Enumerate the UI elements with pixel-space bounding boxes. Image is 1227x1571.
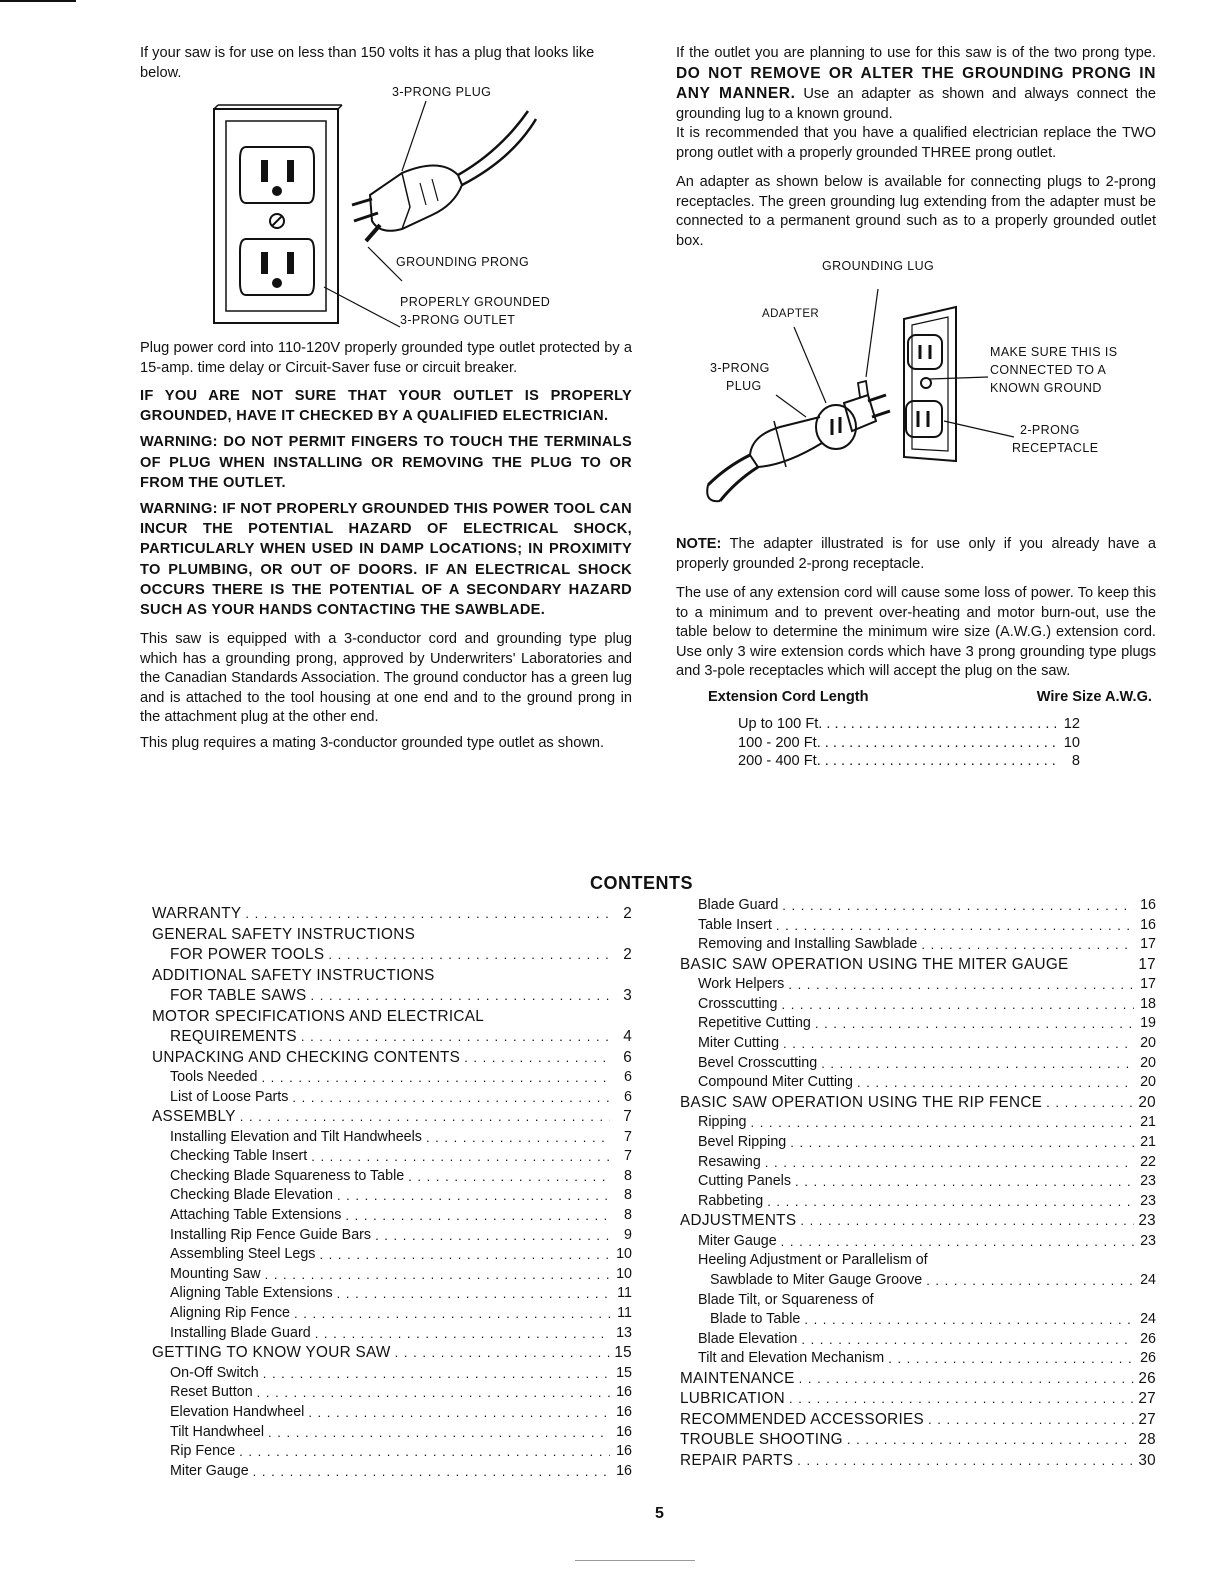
toc-entry-title: Table Insert [698, 916, 772, 933]
toc-entry [680, 1093, 1156, 1114]
table-row [738, 734, 1080, 753]
toc-entry [680, 1153, 1156, 1173]
label-adapter: ADAPTER [762, 308, 820, 320]
toc-entry-page: 23 [1140, 1192, 1156, 1209]
toc-entry-page: 17 [1140, 936, 1156, 953]
toc-entry-title: BASIC SAW OPERATION USING THE MITER GAUGE [680, 955, 1069, 973]
toc-entry-page: 16 [1140, 897, 1156, 913]
toc-entry [152, 1147, 632, 1167]
toc-entry-title: Resawing [698, 1153, 761, 1170]
toc-entry [680, 1133, 1156, 1153]
toc-entry [152, 1007, 632, 1028]
toc-entry [152, 1048, 632, 1069]
toc-entry-title: FOR POWER TOOLS [170, 946, 325, 963]
toc-entry [680, 1410, 1156, 1431]
toc-entry-title: Checking Table Insert [170, 1148, 308, 1165]
toc-entry-page: 17 [1140, 976, 1156, 993]
toc-entry-page: 4 [623, 1028, 632, 1045]
toc-entry-title: Rip Fence [170, 1443, 236, 1460]
toc-entry [680, 916, 1156, 936]
toc-entry [152, 1027, 632, 1048]
label-make-sure-2: CONNECTED TO A [990, 363, 1107, 377]
toc-entry-title: Installing Rip Fence Guide Bars [170, 1226, 372, 1243]
toc-entry-title: Miter Gauge [170, 1462, 249, 1479]
toc-right-column [680, 896, 1156, 1471]
page-number: 5 [655, 1505, 664, 1522]
note-text [676, 535, 1156, 574]
toc-entry-title: Mounting Saw [170, 1265, 261, 1282]
toc-entry-page: 7 [624, 1148, 632, 1165]
toc-entry-title: Checking Blade Elevation [170, 1187, 333, 1204]
toc-entry-page: 19 [1140, 1015, 1156, 1032]
label-grounded-outlet-2: 3-PRONG OUTLET [400, 313, 516, 327]
toc-entry-page: 18 [1140, 995, 1156, 1012]
toc-entry-page: 17 [1138, 955, 1156, 973]
toc-entry [152, 1128, 632, 1148]
equipped-text: This saw is equipped with a 3-conductor cord and grounding type plug which has a grounding prong, approved by Underwriters' Laboratories and the Canadian Standards Association. The ground conductor has a green lug and is attached to the tool housing at one end and to the ground prong in the attachment plug at the other end. [140, 631, 632, 726]
row-length: Up to 100 Ft. [738, 716, 823, 732]
toc-entry-page: 28 [1138, 1431, 1156, 1449]
toc-entry [680, 1172, 1156, 1192]
terminals-warning: WARNING: DO NOT PERMIT FINGERS TO TOUCH THE TERMINALS OF PLUG WHEN INSTALLING OR REMOVING THE PLUG TO OR FROM THE OUTLET. [140, 434, 632, 491]
toc-entry-page: 16 [1140, 916, 1156, 933]
toc-entry-page: 30 [1138, 1451, 1156, 1469]
toc-entry-page: 8 [624, 1207, 632, 1224]
toc-entry [152, 1304, 632, 1324]
extension-cord-table [676, 688, 1156, 771]
toc-entry-page: 16 [616, 1443, 632, 1460]
outlet-plug-illustration [140, 87, 630, 333]
toc-entry [152, 1206, 632, 1226]
toc-entry-page: 7 [623, 1108, 632, 1126]
toc-entry-page: 23 [1138, 1212, 1156, 1230]
toc-entry [152, 1107, 632, 1128]
extension-cord-text: The use of any extension cord will cause some loss of power. To keep this to a minimum and to prevent over-heating and motor burn-out, use the table below to determine the minimum wire size (A.W.G.) extension cord. Use only 3 wire extension cords which have 3 prong grounding type plugs and 3-pole receptacles which will accept the plug on the saw. [676, 585, 1156, 679]
toc-entry-page: 21 [1140, 1133, 1156, 1150]
toc-entry-title: Reset Button [170, 1384, 253, 1401]
toc-entry [680, 1369, 1156, 1390]
toc-entry-page: 24 [1140, 1272, 1156, 1288]
toc-entry-title: Sawblade to Miter Gauge Groove [710, 1272, 923, 1288]
toc-entry [152, 904, 632, 925]
label-3-prong-plug: 3-PRONG PLUG [392, 85, 492, 99]
note-label: NOTE: [676, 536, 722, 552]
two-prong-text: If the outlet you are planning to use for this saw is of the two prong type. DO NOT REMOVE OR ALTER THE GROUNDING PRONG IN ANY MANNER. Use an adapter as shown and always connect the grounding lug to a known ground. [676, 45, 1156, 122]
toc-entry [680, 975, 1156, 995]
intro-text: If your saw is for use on less than 150 volts it has a plug that looks like below. [140, 45, 595, 81]
toc-entry-page: 27 [1138, 1410, 1156, 1428]
toc-entry [152, 1226, 632, 1246]
toc-entry [680, 1054, 1156, 1074]
toc-entry [152, 1167, 632, 1187]
toc-entry-page: 10 [616, 1246, 632, 1263]
toc-entry-page: 8 [624, 1167, 632, 1184]
toc-entry-page: 16 [616, 1423, 632, 1440]
toc-entry [152, 1343, 632, 1364]
row-length: 100 - 200 Ft. [738, 734, 821, 751]
bottom-rule [575, 1560, 695, 1561]
label-make-sure-3: KNOWN GROUND [990, 381, 1102, 395]
toc-entry [680, 1211, 1156, 1232]
row-size: 12 [1063, 716, 1080, 732]
toc-entry-title: TROUBLE SHOOTING [680, 1431, 843, 1449]
toc-entry-page: 24 [1140, 1311, 1156, 1328]
toc-entry-title: MAINTENANCE [680, 1369, 795, 1387]
toc-entry-title: Cutting Panels [698, 1173, 791, 1190]
toc-entry-page: 15 [616, 1364, 632, 1381]
toc-entry-title: Heeling Adjustment or Parallelism of [698, 1252, 928, 1269]
toc-entry [680, 995, 1156, 1015]
toc-entry-page: 11 [617, 1305, 632, 1322]
toc-entry [152, 1265, 632, 1285]
contents-title: CONTENTS [590, 873, 693, 893]
toc-entry-title: Checking Blade Squareness to Table [170, 1167, 405, 1184]
toc-entry [152, 986, 632, 1007]
toc-entry [680, 1291, 1156, 1311]
toc-entry-page: 16 [616, 1403, 632, 1420]
toc-entry-page: 15 [614, 1344, 632, 1362]
toc-entry-page: 22 [1140, 1153, 1156, 1170]
toc-entry-page: 26 [1138, 1369, 1156, 1387]
toc-entry [680, 1389, 1156, 1410]
row-size: 10 [1063, 734, 1080, 751]
label-3-prong-1: 3-PRONG [710, 361, 770, 375]
toc-entry [680, 1310, 1156, 1330]
toc-entry-title: GENERAL SAFETY INSTRUCTIONS [152, 925, 416, 943]
toc-entry-title: Elevation Handwheel [170, 1403, 305, 1420]
toc-entry [152, 1383, 632, 1403]
corner-rule [0, 0, 76, 2]
toc-entry-title: ADJUSTMENTS [680, 1212, 797, 1230]
right-column [676, 44, 1156, 771]
header-wire-size: Wire Size A.W.G. [1036, 688, 1152, 705]
toc-entry-title: REPAIR PARTS [680, 1451, 794, 1469]
label-grounded-outlet-1: PROPERLY GROUNDED [400, 295, 551, 309]
adapter-text: An adapter as shown below is available for connecting plugs to 2-prong receptacles. The green grounding lug extending from the adapter must be connected to a permanent ground such as to a properly grounded outlet box. [676, 174, 1156, 249]
toc-entry-page: 16 [616, 1384, 632, 1401]
toc-entry-title: REQUIREMENTS [170, 1028, 297, 1045]
toc-entry-title: Miter Gauge [698, 1232, 777, 1249]
extension-table-header [676, 688, 1156, 708]
toc-entry [152, 945, 632, 966]
toc-entry-title: Tools Needed [170, 1069, 258, 1085]
toc-entry-title: FOR TABLE SAWS [170, 987, 307, 1004]
toc-entry-page: 27 [1138, 1390, 1156, 1408]
recommended-text: It is recommended that you have a qualified electrician replace the TWO prong outlet with a properly grounded THREE prong outlet. [676, 125, 1156, 161]
toc-entry-title: UNPACKING AND CHECKING CONTENTS [152, 1048, 461, 1066]
toc-entry [680, 1349, 1156, 1369]
toc-entry-title: Tilt and Elevation Mechanism [698, 1350, 885, 1367]
toc-entry-title: GETTING TO KNOW YOUR SAW [152, 1344, 391, 1362]
toc-entry-title: Blade Tilt, or Squareness of [698, 1291, 874, 1308]
toc-entry [152, 1364, 632, 1384]
toc-entry-page: 20 [1140, 1074, 1156, 1091]
toc-entry-page: 2 [623, 905, 632, 922]
toc-entry-page: 26 [1140, 1350, 1156, 1367]
toc-entry [680, 1232, 1156, 1252]
toc-entry [680, 1113, 1156, 1133]
toc-entry-page: 23 [1140, 1173, 1156, 1190]
toc-entry [152, 1088, 632, 1108]
table-row [738, 752, 1080, 771]
toc-entry-title: RECOMMENDED ACCESSORIES [680, 1410, 925, 1428]
row-size: 8 [1071, 753, 1080, 769]
toc-entry [152, 1423, 632, 1443]
toc-entry-page: 26 [1140, 1330, 1156, 1347]
toc-entry [680, 1073, 1156, 1093]
toc-entry-title: Removing and Installing Sawblade [698, 936, 918, 953]
label-grounding-prong: GROUNDING PRONG [396, 255, 530, 269]
header-cord-length: Extension Cord Length [708, 688, 869, 705]
toc-entry-title: List of Loose Parts [170, 1088, 289, 1105]
toc-entry [680, 1192, 1156, 1212]
adapter-figure [676, 259, 1156, 533]
toc-entry-page: 20 [1140, 1054, 1156, 1071]
toc-entry [680, 1451, 1156, 1472]
toc-entry-title: Blade to Table [710, 1311, 801, 1328]
toc-entry-title: LUBRICATION [680, 1390, 786, 1408]
toc-entry [152, 925, 632, 946]
toc-entry-page: 20 [1138, 1093, 1156, 1111]
table-row [738, 715, 1080, 734]
toc-entry [680, 1251, 1156, 1271]
toc-entry-title: Ripping [698, 1114, 747, 1131]
toc-entry-page: 9 [624, 1226, 632, 1243]
label-3-prong-2: PLUG [726, 379, 762, 393]
toc-entry [680, 935, 1156, 955]
two-prong-lead: If the outlet you are planning to use for this saw is of the two prong type [676, 45, 1152, 61]
toc-entry-page: 6 [624, 1088, 632, 1105]
toc-entry-title: Crosscutting [698, 995, 778, 1012]
toc-entry [680, 1014, 1156, 1034]
mating-text: This plug requires a mating 3-conductor grounded type outlet as shown. [140, 734, 605, 751]
toc-entry-title: Work Helpers [698, 976, 785, 993]
toc-entry-title: Bevel Ripping [698, 1133, 787, 1150]
toc-entry [680, 955, 1156, 976]
toc-entry-title: Attaching Table Extensions [170, 1207, 342, 1224]
toc-entry-title: Blade Guard [698, 897, 779, 913]
label-2-prong-2: RECEPTACLE [1012, 441, 1099, 455]
toc-entry-page: 2 [623, 946, 632, 963]
toc-entry-title: Tilt Handwheel [170, 1423, 265, 1440]
toc-entry [680, 1430, 1156, 1451]
toc-entry-title: ADDITIONAL SAFETY INSTRUCTIONS [152, 966, 435, 984]
toc-entry-title: Assembling Steel Legs [170, 1246, 316, 1263]
toc-entry-title: Blade Elevation [698, 1330, 798, 1347]
label-2-prong-1: 2-PRONG [1020, 423, 1080, 437]
toc-entry-page: 23 [1140, 1232, 1156, 1249]
toc-entry [152, 1462, 632, 1482]
toc-entry-title: ASSEMBLY [152, 1108, 236, 1126]
toc-entry-title: WARRANTY [152, 905, 242, 922]
toc-entry-title: Compound Miter Cutting [698, 1074, 853, 1091]
toc-entry-title: Rabbeting [698, 1192, 764, 1209]
toc-entry [152, 1245, 632, 1265]
toc-entry-title: MOTOR SPECIFICATIONS AND ELECTRICAL [152, 1007, 485, 1025]
note-body: The adapter illustrated is for use only if you already have a properly grounded 2-prong receptacle. [676, 536, 1157, 572]
toc-entry [680, 896, 1156, 916]
toc-left-column [152, 904, 632, 1481]
toc-entry-page: 3 [623, 987, 632, 1004]
two-prong-adapter-instruction: Use an adapter as shown and always connect the grounding lug to a known ground. [676, 86, 1156, 122]
toc-entry-page: 8 [624, 1187, 632, 1204]
toc-entry-page: 20 [1140, 1035, 1156, 1052]
toc-entry-title: Miter Cutting [698, 1035, 780, 1052]
toc-entry [680, 1034, 1156, 1054]
toc-entry-title: BASIC SAW OPERATION USING THE RIP FENCE [680, 1093, 1043, 1111]
toc-entry-page: 21 [1140, 1114, 1156, 1131]
outlet-figure [140, 87, 632, 333]
grounding-hazard-warning: WARNING: IF NOT PROPERLY GROUNDED THIS POWER TOOL CAN INCUR THE POTENTIAL HAZARD OF ELECTRICAL SHOCK, PARTICULARLY WHEN USED IN DAMP LOCATIONS; IN PROXIMITY TO PLUMBING, OR OUT OF DOORS. IF AN ELECTRICAL SHOCK OCCURS THERE IS THE POTENTIAL OF A SECONDARY HAZARD SUCH AS YOUR HANDS CONTACTING THE SAWBLADE. [140, 501, 632, 619]
toc-entry [152, 1403, 632, 1423]
toc-entry [152, 1186, 632, 1206]
not-sure-warning: IF YOU ARE NOT SURE THAT YOUR OUTLET IS PROPERLY GROUNDED, HAVE IT CHECKED BY A QUALIFIED ELECTRICIAN. [140, 388, 632, 425]
toc-entry-title: Repetitive Cutting [698, 1015, 811, 1032]
adapter-illustration [676, 271, 1156, 533]
toc-entry [152, 1068, 632, 1088]
plug-power-text: Plug power cord into 110-120V properly grounded type outlet protected by a 15-amp. time delay or Circuit-Saver fuse or circuit breaker. [140, 340, 632, 376]
do-not-remove-warning: DO NOT REMOVE OR ALTER THE GROUNDING PRONG IN ANY MANNER. [676, 64, 1156, 102]
left-column [140, 44, 632, 753]
label-grounding-lug: GROUNDING LUG [822, 259, 935, 273]
toc-entry-title: Aligning Rip Fence [170, 1305, 291, 1322]
toc-entry-page: 7 [624, 1128, 632, 1145]
toc-entry [152, 966, 632, 987]
toc-entry-title: Bevel Crosscutting [698, 1054, 818, 1071]
toc-entry-page: 10 [616, 1265, 632, 1282]
toc-entry [152, 1324, 632, 1344]
row-length: 200 - 400 Ft. [738, 753, 821, 769]
label-make-sure-1: MAKE SURE THIS IS [990, 345, 1118, 359]
toc-entry-title: Installing Elevation and Tilt Handwheels [170, 1128, 422, 1145]
toc-entry-page: 13 [616, 1324, 632, 1341]
toc-entry-page: 16 [616, 1462, 632, 1479]
toc-entry [152, 1284, 632, 1304]
toc-entry-page: 11 [617, 1285, 632, 1302]
toc-entry-title: Aligning Table Extensions [170, 1285, 333, 1302]
toc-entry-title: On-Off Switch [170, 1364, 259, 1381]
toc-entry-page: 6 [624, 1069, 632, 1085]
toc-entry-page: 6 [623, 1048, 632, 1066]
toc-entry [680, 1271, 1156, 1291]
toc-entry [152, 1442, 632, 1462]
toc-entry-title: Installing Blade Guard [170, 1324, 311, 1341]
toc-entry [680, 1330, 1156, 1350]
